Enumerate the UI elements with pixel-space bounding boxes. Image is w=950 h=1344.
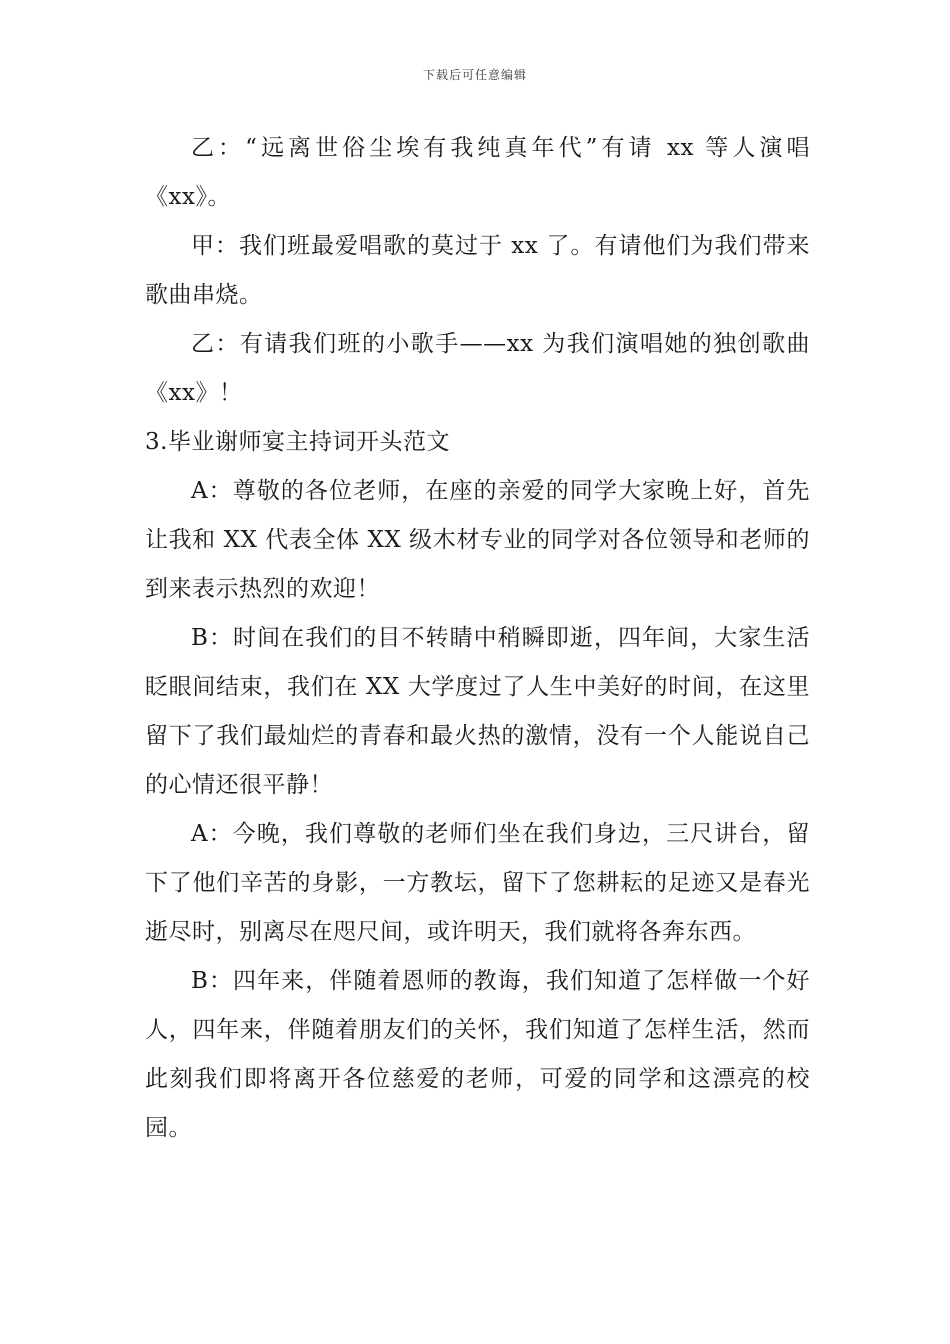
dialogue-paragraph: B：四年来，伴随着恩师的教诲，我们知道了怎样做一个好人，四年来，伴随着朋友们的关怀，我们知道了怎样生活，然而此刻我们即将离开各位慈爱的老师，可爱的同学和这漂亮的校园。 — [145, 968, 810, 1141]
dialogue-paragraph: B：时间在我们的目不转睛中稍瞬即逝，四年间，大家生活眨眼间结束，我们在 XX 大学度过了人生中美好的时间，在这里留下了我们最灿烂的青春和最火热的激情，没有一个人能说自己的心情还很平静！ — [145, 625, 810, 798]
dialogue-paragraph: A：尊敬的各位老师，在座的亲爱的同学大家晚上好，首先让我和 XX 代表全体 XX 级木材专业的同学对各位领导和老师的到来表示热烈的欢迎！ — [145, 478, 810, 602]
dialogue-paragraph: 乙：“远离世俗尘埃有我纯真年代”有请 xx 等人演唱《xx》。 — [145, 135, 810, 210]
dialogue-paragraph: 甲：我们班最爱唱歌的莫过于 xx 了。有请他们为我们带来歌曲串烧。 — [145, 233, 810, 308]
dialogue-paragraph: A：今晚，我们尊敬的老师们坐在我们身边，三尺讲台，留下了他们辛苦的身影，一方教坛，留下了您耕耘的足迹又是春光逝尽时，别离尽在咫尺间，或许明天，我们就将各奔东西。 — [145, 821, 810, 945]
dialogue-paragraph: 乙：有请我们班的小歌手——xx 为我们演唱她的独创歌曲《xx》！ — [145, 331, 810, 406]
page-header: 下载后可任意编辑 — [422, 68, 527, 82]
section-heading: 3.毕业谢师宴主持词开头范文 — [145, 429, 450, 455]
document-body — [145, 124, 810, 1153]
